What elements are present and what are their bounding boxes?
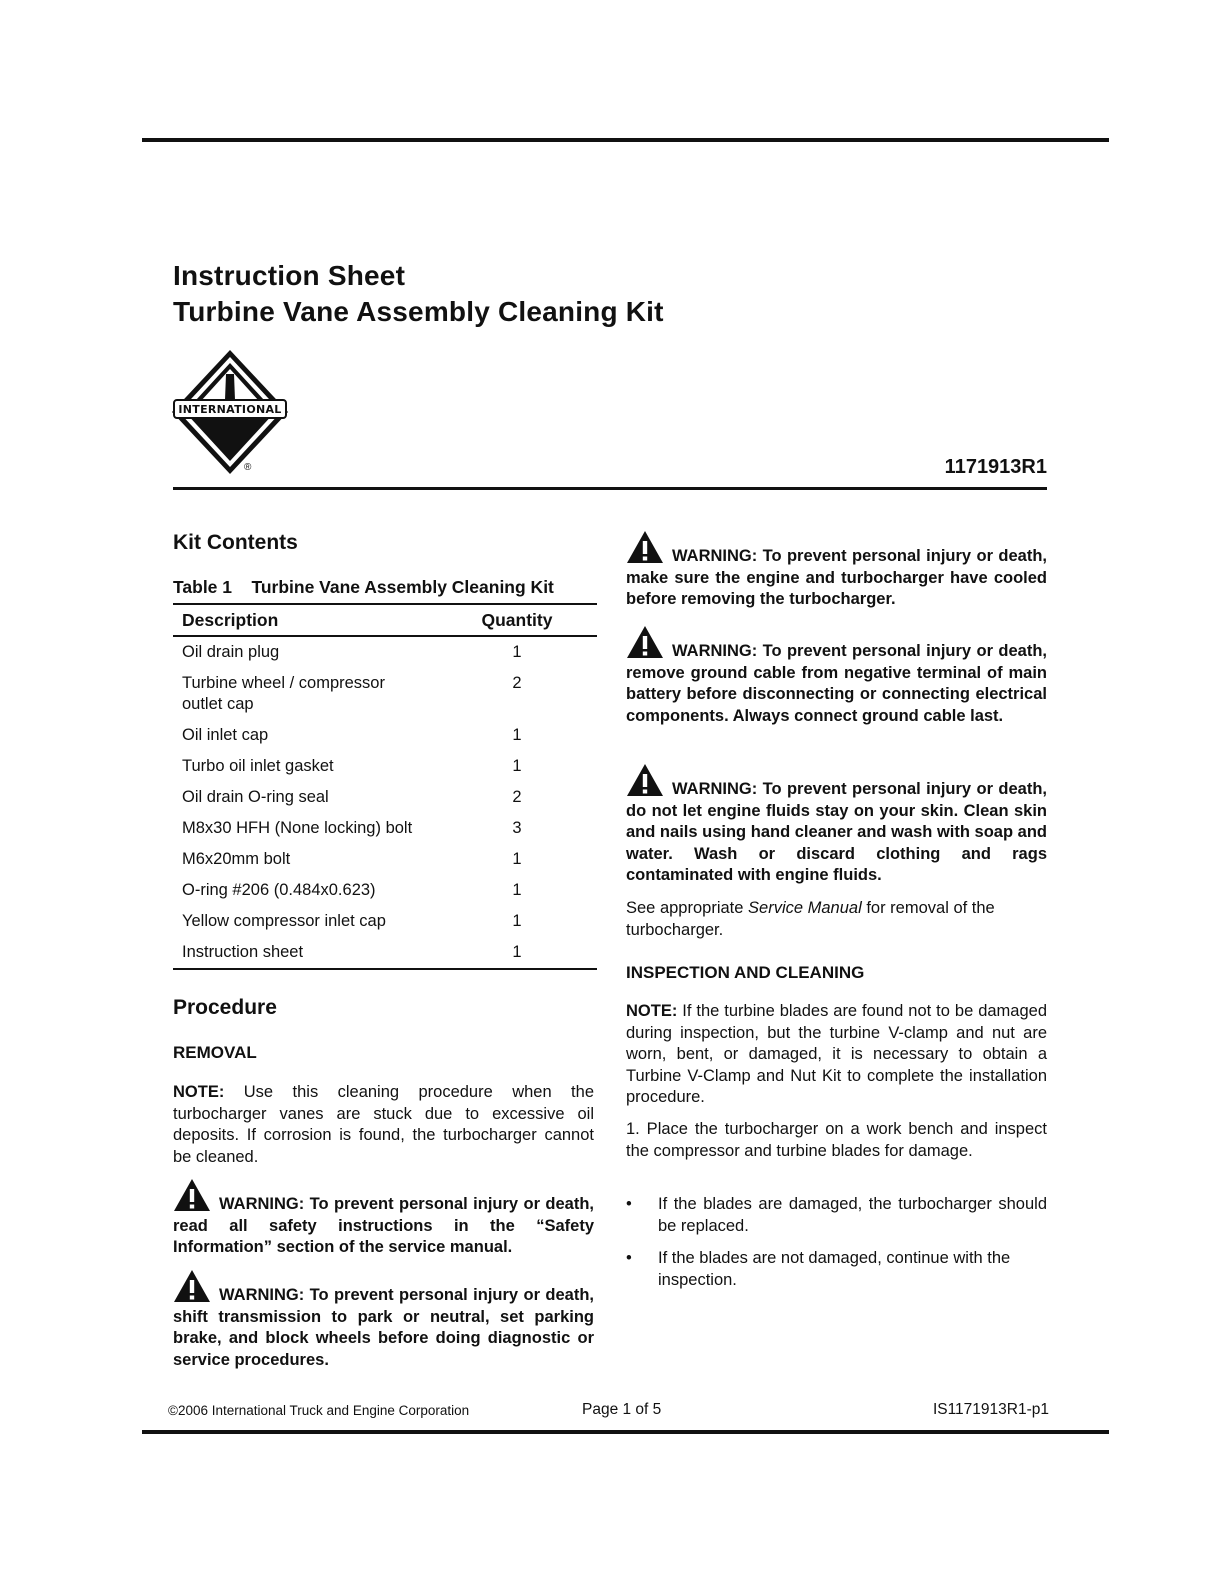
title-line-2: Turbine Vane Assembly Cleaning Kit [173,296,664,327]
row-quantity: 1 [437,937,597,969]
removal-heading: REMOVAL [173,1043,257,1062]
table-row [173,782,597,813]
warning-triangle-icon [626,530,664,564]
warning-text: WARNING: To prevent personal injury or death, read all safety instructions in the “Safety Information” section of the service manual. [173,1195,594,1257]
table-row [173,906,597,937]
table-header-row [173,604,597,636]
row-description: Oil inlet cap [182,726,269,744]
table-row [173,813,597,844]
row-description: Oil drain plug [182,643,280,661]
service-manual-ref: Service Manual [748,899,862,917]
note-text: Use this cleaning procedure when the turbocharger vanes are stuck due to excessive oil deposits. If corrosion is found, the turbocharger cannot be cleaned. [173,1083,594,1166]
list-item [626,1194,1047,1238]
procedure-heading: Procedure [173,996,277,1019]
warning-ground-cable [626,625,1047,727]
row-description: Turbo oil inlet gasket [182,757,334,775]
table-row [173,636,597,668]
row-quantity: 3 [512,819,522,837]
bullet-marker: • [626,1195,632,1213]
row-quantity: 1 [512,912,522,930]
row-quantity: 2 [512,788,522,806]
table-row [173,875,597,906]
step-1: 1. Place the turbocharger on a work bench and inspect the compressor and turbine blades for damage. [626,1120,1047,1160]
row-quantity: 1 [512,850,522,868]
registered-mark: ® [244,462,252,473]
removal-note [173,1082,594,1168]
warning-triangle-icon [626,763,664,797]
footer-page-number: Page 1 of 5 [582,1401,662,1418]
footer-doc-id: IS1171913R1-p1 [932,1401,1049,1418]
row-description: Yellow compressor inlet cap [182,912,386,930]
note-text: If the turbine blades are found not to be damaged during inspection, but the turbine V-clamp and nut are worn, bent, or damaged, it is necessary to obtain a Turbine V-Clamp and Nut Kit to complete the installation procedure. [626,1002,1047,1107]
row-description: M6x20mm bolt [182,850,291,868]
warning-triangle-icon [173,1269,211,1303]
table-row [173,668,597,720]
row-quantity: 1 [512,757,522,775]
warning-text: WARNING: To prevent personal injury or death, do not let engine fluids stay on your skin. Clean skin and nails using hand cleaner and wash with soap and water. Wash or discard clothing and rags contaminated with engine fluids. [626,780,1047,885]
warning-cooled [626,530,1047,611]
warning-safety-info [173,1178,594,1259]
note-label: NOTE: [626,1002,678,1020]
table-caption: Table 1 Turbine Vane Assembly Cleaning Kit [173,577,554,597]
table-row [173,937,597,969]
warning-triangle-icon [626,625,664,659]
row-description: Instruction sheet [173,937,437,969]
bullet-marker: • [626,1249,632,1267]
title-line-1: Instruction Sheet [173,260,406,291]
part-number: 1171913R1 [944,456,1047,478]
row-quantity: 1 [512,881,522,899]
row-description: Turbine wheel / compressor outlet cap [182,674,385,713]
warning-text: WARNING: To prevent personal injury or death, shift transmission to park or neutral, set parking brake, and block wheels before doing diagnostic or service procedures. [173,1286,594,1369]
warning-text: WARNING: To prevent personal injury or death, make sure the engine and turbocharger have cooled before removing the turbocharger. [626,547,1047,609]
row-quantity: 1 [512,726,522,744]
warning-triangle-icon [173,1178,211,1212]
column-header-description: Description [173,604,437,636]
logo-text: INTERNATIONAL [178,403,282,416]
table-row [173,720,597,751]
bullet-text: If the blades are not damaged, continue with the inspection. [658,1249,1011,1289]
row-quantity: 1 [512,643,522,661]
see-before: See appropriate [626,899,749,917]
see-service-manual [626,898,1047,941]
table-row [173,844,597,875]
kit-contents-heading: Kit Contents [173,531,298,554]
warning-engine-fluids [626,763,1047,887]
international-logo [172,348,292,480]
list-item [626,1248,1047,1292]
note-label: NOTE: [173,1083,225,1101]
bullet-text: If the blades are damaged, the turbocharger should be replaced. [658,1195,1047,1235]
column-header-quantity: Quantity [437,604,597,636]
inspection-heading: INSPECTION AND CLEANING [626,963,865,982]
see-after: for removal of the turbocharger. [626,899,995,939]
row-quantity: 2 [512,674,522,692]
warning-transmission [173,1269,594,1371]
warning-text: WARNING: To prevent personal injury or death, remove ground cable from negative terminal of main battery before disconnecting or connecting electrical components. Always connect ground cable last. [626,642,1047,725]
footer-copyright: ©2006 International Truck and Engine Corporation [168,1403,470,1418]
kit-table-wrap [173,603,597,970]
bottom-rule [142,1430,1109,1434]
header-rule [173,487,1047,490]
row-description: O-ring #206 (0.484x0.623) [182,881,376,899]
kit-contents-table [173,603,597,970]
table-row [173,751,597,782]
row-description: M8x30 HFH (None locking) bolt [182,819,413,837]
row-description: Oil drain O-ring seal [182,788,329,806]
inspection-note [626,1001,1047,1109]
top-rule [142,138,1109,142]
document-title [173,258,664,330]
